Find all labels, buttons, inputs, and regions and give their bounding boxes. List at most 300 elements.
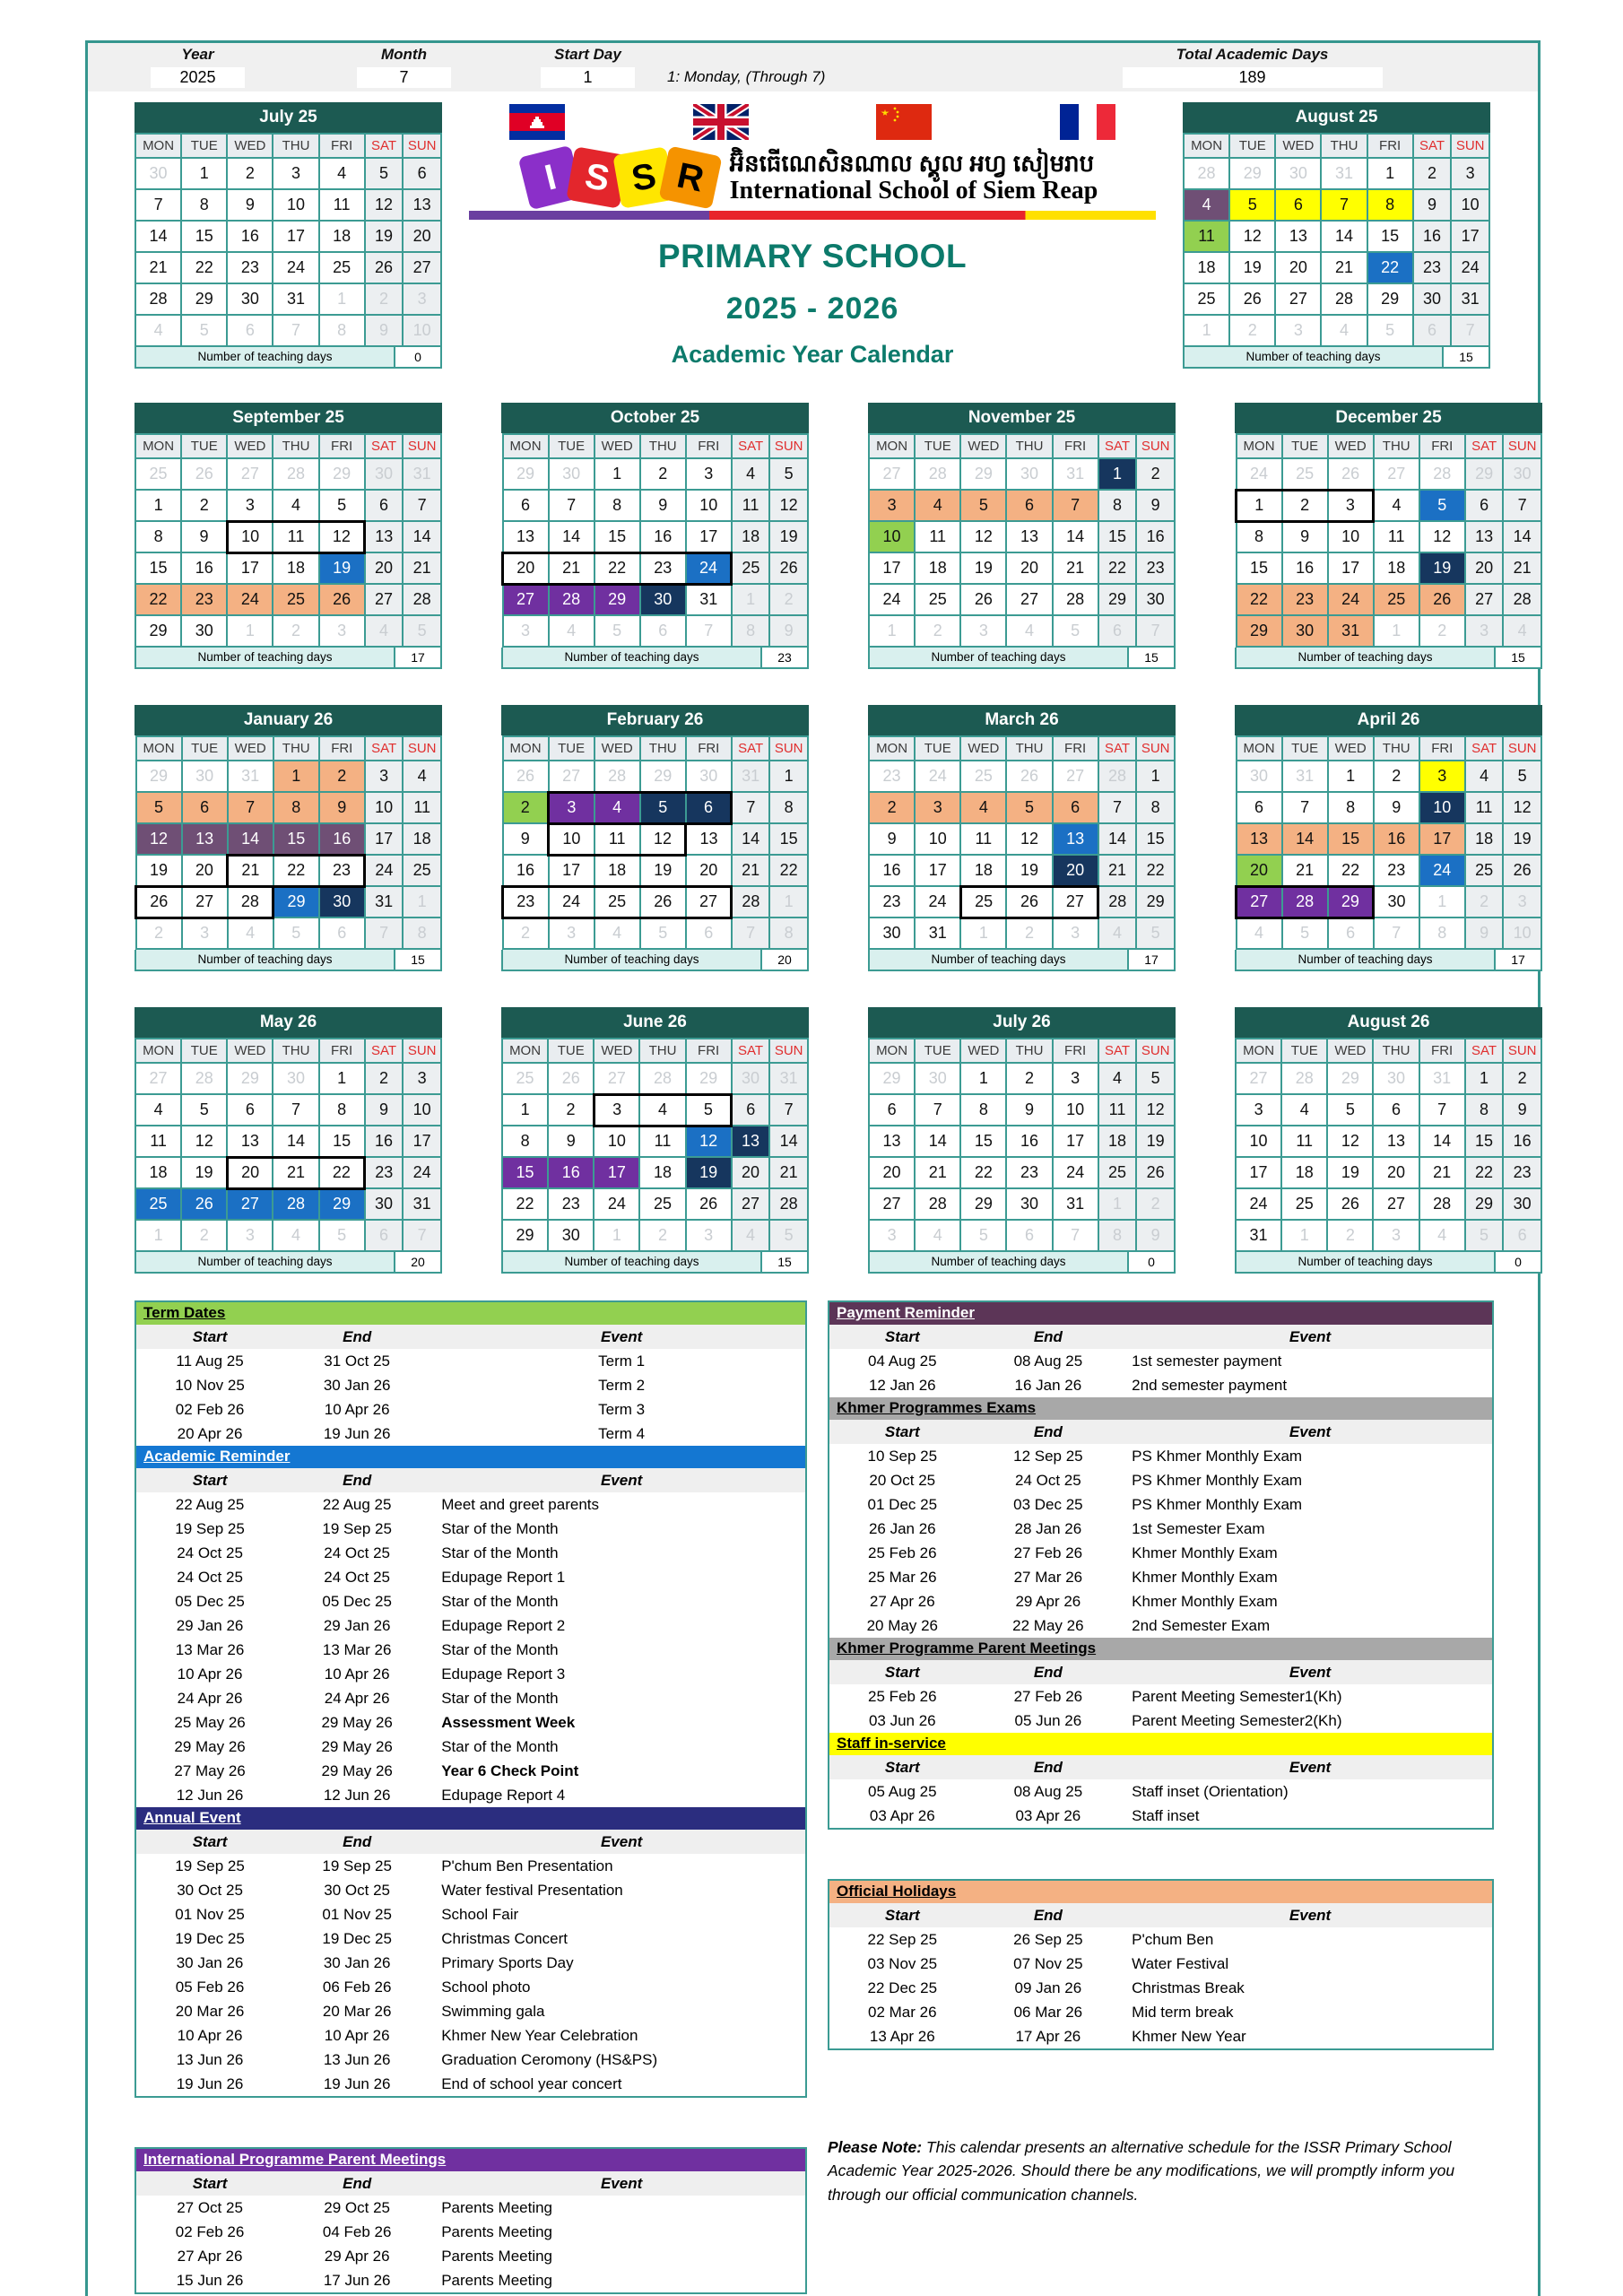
day-cell: 11 <box>960 823 1006 855</box>
event-table-term-dates <box>136 1325 805 1446</box>
day-cell: 5 <box>1229 189 1275 221</box>
day-cell: 13 <box>1006 521 1052 552</box>
day-cell: 24 <box>915 761 960 792</box>
day-cell: 27 <box>1465 584 1504 615</box>
day-cell: 12 <box>640 823 686 855</box>
day-cell: 31 <box>686 584 732 615</box>
day-cell: 30 <box>1006 458 1052 490</box>
day-cell: 3 <box>549 918 595 949</box>
day-cell: 9 <box>1465 918 1504 949</box>
day-cell: 23 <box>1282 584 1328 615</box>
day-cell: 28 <box>135 283 181 315</box>
day-cell: 30 <box>1136 584 1175 615</box>
event-date: 17 Apr 26 <box>1015 2027 1081 2045</box>
month-calendar-october-25 <box>501 403 809 669</box>
event-name: Term 1 <box>598 1352 646 1370</box>
day-cell: 30 <box>319 886 365 918</box>
primary-school-title: PRIMARY SCHOOL <box>657 237 968 274</box>
event-name: Parents Meeting <box>441 2222 553 2240</box>
week-row <box>869 855 1175 886</box>
day-cell: 24 <box>686 552 732 584</box>
week-row <box>135 315 441 346</box>
day-cell: 15 <box>1465 1126 1504 1157</box>
event-name: 2nd Semester Exam <box>1132 1616 1271 1634</box>
day-cell: 22 <box>1465 1157 1504 1188</box>
day-cell: 28 <box>1281 1063 1327 1094</box>
day-cell: 23 <box>1136 552 1175 584</box>
month-table <box>135 433 442 648</box>
day-cell: 20 <box>503 552 549 584</box>
day-cell: 22 <box>1098 552 1137 584</box>
week-row <box>869 1094 1175 1126</box>
day-cell: 21 <box>1053 552 1098 584</box>
month-calendar-december-25 <box>1235 403 1542 669</box>
day-cell: 8 <box>502 1126 548 1157</box>
day-cell: 30 <box>1503 1188 1541 1220</box>
month-calendar-august-25 <box>1183 102 1490 369</box>
section-header-annual-event <box>136 1807 805 1830</box>
day-cell: 23 <box>1006 1157 1052 1188</box>
day-cell: 1 <box>1465 1063 1504 1094</box>
day-cell: 2 <box>1374 761 1419 792</box>
weekday-header: WED <box>1327 1039 1373 1063</box>
event-date: 19 Sep 25 <box>322 1857 392 1874</box>
day-cell: 31 <box>1321 158 1367 189</box>
event-date: 05 Dec 25 <box>322 1592 392 1610</box>
day-cell: 15 <box>502 1157 548 1188</box>
weekday-header: SAT <box>732 736 770 761</box>
teaching-days-label: Number of teaching days <box>1237 1252 1494 1272</box>
teaching-days-footer <box>1235 950 1542 971</box>
day-cell: 8 <box>769 918 808 949</box>
day-cell: 14 <box>732 823 770 855</box>
day-cell: 1 <box>1098 1188 1137 1220</box>
day-cell: 24 <box>273 252 318 283</box>
day-cell: 7 <box>1098 792 1137 823</box>
weekday-header: THU <box>273 134 318 158</box>
day-cell: 22 <box>595 552 640 584</box>
event-date: 25 May 26 <box>174 1713 246 1731</box>
month-table <box>135 1038 442 1252</box>
day-cell: 6 <box>365 490 404 521</box>
day-cell: 26 <box>181 1188 227 1220</box>
school-name-english: International School of Siem Reap <box>729 176 1098 204</box>
event-row <box>136 1349 805 1373</box>
day-cell: 29 <box>1327 1063 1373 1094</box>
teaching-days-label: Number of teaching days <box>870 648 1127 667</box>
settings-bar <box>88 43 1538 91</box>
day-cell: 4 <box>403 761 441 792</box>
day-cell: 9 <box>365 315 404 346</box>
week-row <box>503 855 809 886</box>
week-row <box>503 458 809 490</box>
day-cell: 21 <box>732 855 770 886</box>
day-cell: 4 <box>915 1220 960 1251</box>
teaching-days-label: Number of teaching days <box>870 950 1127 970</box>
day-cell: 30 <box>1275 158 1321 189</box>
day-cell: 7 <box>732 918 770 949</box>
weekday-header-row <box>1236 1039 1541 1063</box>
month-title: February 26 <box>501 705 809 735</box>
day-cell: 27 <box>869 458 915 490</box>
day-cell: 8 <box>1328 792 1374 823</box>
weekday-header: THU <box>639 1039 685 1063</box>
day-cell: 13 <box>182 823 228 855</box>
day-cell: 25 <box>502 1063 548 1094</box>
week-row <box>503 584 809 615</box>
day-cell: 30 <box>1503 458 1541 490</box>
weekday-header: SUN <box>769 434 808 458</box>
month-table <box>501 735 809 950</box>
event-date: 10 Nov 25 <box>175 1376 245 1394</box>
day-cell: 16 <box>640 521 686 552</box>
day-cell: 15 <box>960 1126 1006 1157</box>
week-row <box>135 458 441 490</box>
day-cell: 29 <box>1465 458 1504 490</box>
event-date: 05 Dec 25 <box>175 1592 245 1610</box>
day-cell: 15 <box>1136 823 1175 855</box>
weekday-header: FRI <box>686 1039 732 1063</box>
column-header: Start <box>136 2171 283 2196</box>
day-cell: 1 <box>227 615 273 647</box>
teaching-days-label: Number of teaching days <box>503 1252 760 1272</box>
day-cell: 5 <box>1006 792 1052 823</box>
day-cell: 30 <box>365 458 404 490</box>
event-name: Term 2 <box>598 1376 646 1394</box>
event-date: 24 Oct 25 <box>324 1568 391 1586</box>
week-row <box>136 855 442 886</box>
day-cell: 30 <box>549 458 595 490</box>
teaching-days-value: 15 <box>1494 648 1541 667</box>
event-table-header-row <box>136 1325 805 1349</box>
week-row <box>502 1126 808 1157</box>
day-cell: 25 <box>1098 1157 1137 1188</box>
day-cell: 2 <box>1503 1063 1541 1094</box>
event-date: 20 Apr 26 <box>177 1424 243 1442</box>
teaching-days-footer <box>501 1252 809 1274</box>
event-name: Parents Meeting <box>441 2247 553 2265</box>
day-cell: 17 <box>686 521 732 552</box>
event-name: Parent Meeting Semester1(Kh) <box>1132 1687 1342 1705</box>
event-table-group <box>828 1300 1494 1830</box>
day-cell: 4 <box>273 1220 318 1251</box>
day-cell: 13 <box>1237 823 1282 855</box>
day-cell: 12 <box>1006 823 1052 855</box>
weekday-header: SUN <box>403 736 441 761</box>
event-name: Meet and greet parents <box>441 1495 599 1513</box>
day-cell: 8 <box>181 189 227 221</box>
day-cell: 7 <box>135 189 181 221</box>
day-cell: 31 <box>228 761 273 792</box>
weekday-header: FRI <box>1053 1039 1098 1063</box>
flags-row <box>469 104 1156 140</box>
column-header: End <box>976 1903 1122 1927</box>
day-cell: 5 <box>640 918 686 949</box>
week-row <box>869 918 1175 949</box>
day-cell: 9 <box>365 1094 404 1126</box>
day-cell: 6 <box>227 315 273 346</box>
event-date: 25 Feb 26 <box>868 1687 937 1705</box>
day-cell: 6 <box>319 918 365 949</box>
weekday-header: FRI <box>1053 736 1098 761</box>
day-cell: 8 <box>273 792 319 823</box>
day-cell: 28 <box>915 458 960 490</box>
day-cell: 3 <box>182 918 228 949</box>
day-cell: 2 <box>1413 158 1452 189</box>
day-cell: 13 <box>503 521 549 552</box>
event-date: 24 Oct 25 <box>177 1568 243 1586</box>
week-row <box>503 490 809 521</box>
event-date: 10 Apr 26 <box>324 1665 390 1683</box>
event-name: 1st Semester Exam <box>1132 1519 1265 1537</box>
weekday-header: THU <box>1373 1039 1419 1063</box>
day-cell: 7 <box>1419 1094 1465 1126</box>
china-flag-icon <box>876 104 932 140</box>
week-row <box>869 886 1175 918</box>
day-cell: 22 <box>1328 855 1374 886</box>
event-row <box>829 1492 1492 1517</box>
day-cell: 18 <box>1465 823 1504 855</box>
event-name: Swimming gala <box>441 2002 545 2020</box>
day-cell: 29 <box>1237 615 1282 647</box>
day-cell: 7 <box>1053 1220 1098 1251</box>
day-cell: 9 <box>1413 189 1452 221</box>
section-title: Academic Reminder <box>143 1448 291 1465</box>
day-cell: 28 <box>228 886 273 918</box>
day-cell: 3 <box>686 1220 732 1251</box>
event-date: 19 Jun 26 <box>323 2074 391 2092</box>
day-cell: 26 <box>686 1188 732 1220</box>
event-row <box>136 1999 805 2023</box>
day-cell: 2 <box>1229 315 1275 346</box>
month-table <box>135 735 442 950</box>
event-name: Edupage Report 3 <box>441 1665 566 1683</box>
day-cell: 5 <box>640 792 686 823</box>
weekday-header: WED <box>227 134 273 158</box>
event-date: 05 Aug 25 <box>868 1782 937 1800</box>
day-cell: 17 <box>1419 823 1465 855</box>
day-cell: 1 <box>502 1094 548 1126</box>
day-cell: 6 <box>182 792 228 823</box>
month-calendar-june-26 <box>501 1007 809 1274</box>
event-date: 24 Oct 25 <box>177 1544 243 1561</box>
start-day-field <box>514 46 662 88</box>
day-cell: 29 <box>502 1220 548 1251</box>
weekday-header: THU <box>1006 736 1052 761</box>
weekday-header: SAT <box>1465 1039 1504 1063</box>
weekday-header: TUE <box>549 434 595 458</box>
section-title: Staff in-service <box>837 1735 946 1752</box>
academic-year-range: 2025 - 2026 <box>725 291 899 326</box>
issr-logo-letter: S <box>566 147 629 210</box>
day-cell: 2 <box>227 158 273 189</box>
day-cell: 24 <box>1419 855 1465 886</box>
day-cell: 3 <box>686 458 732 490</box>
day-cell: 9 <box>1282 521 1328 552</box>
event-table-header-row <box>136 1830 805 1854</box>
day-cell: 11 <box>732 490 770 521</box>
day-cell: 19 <box>1136 1126 1175 1157</box>
day-cell: 1 <box>732 584 770 615</box>
day-cell: 7 <box>403 490 441 521</box>
day-cell: 29 <box>1136 886 1175 918</box>
day-cell: 14 <box>1503 521 1541 552</box>
week-row <box>1237 886 1542 918</box>
day-cell: 14 <box>228 823 273 855</box>
day-cell: 4 <box>228 918 273 949</box>
day-cell: 20 <box>1237 855 1282 886</box>
event-date: 27 Apr 26 <box>869 1592 935 1610</box>
event-date: 27 Mar 26 <box>1013 1568 1083 1586</box>
day-cell: 4 <box>595 792 640 823</box>
day-cell: 2 <box>1136 1188 1175 1220</box>
day-cell: 1 <box>273 761 319 792</box>
event-name: Parents Meeting <box>441 2198 553 2216</box>
total-days-field <box>976 46 1529 88</box>
event-row <box>136 2048 805 2072</box>
day-cell: 2 <box>915 615 960 647</box>
day-cell: 24 <box>869 584 915 615</box>
day-cell: 8 <box>135 521 181 552</box>
weekday-header: MON <box>1184 134 1229 158</box>
day-cell: 4 <box>915 490 960 521</box>
day-cell: 6 <box>1006 490 1052 521</box>
day-cell: 4 <box>1184 189 1229 221</box>
week-row <box>1237 615 1542 647</box>
week-row <box>1237 584 1542 615</box>
day-cell: 18 <box>1374 552 1419 584</box>
day-cell: 3 <box>1373 1220 1419 1251</box>
event-name: Parent Meeting Semester2(Kh) <box>1132 1711 1342 1729</box>
weekday-header: FRI <box>319 134 365 158</box>
day-cell: 4 <box>1419 1220 1465 1251</box>
event-date: 02 Feb 26 <box>175 2222 245 2240</box>
weekday-header: SAT <box>1465 736 1504 761</box>
event-date: 08 Aug 25 <box>1013 1352 1083 1370</box>
day-cell: 20 <box>182 855 228 886</box>
day-cell: 17 <box>1236 1157 1281 1188</box>
day-cell: 30 <box>732 1063 770 1094</box>
column-header: End <box>283 1468 430 1492</box>
day-cell: 28 <box>1503 584 1541 615</box>
day-cell: 11 <box>403 792 441 823</box>
week-row <box>869 1188 1175 1220</box>
weekday-header: SAT <box>1413 134 1452 158</box>
column-header: Start <box>829 1420 976 1444</box>
day-cell: 17 <box>1451 221 1489 252</box>
day-cell: 19 <box>1503 823 1541 855</box>
logo-underline-bar <box>469 211 1156 220</box>
day-cell: 8 <box>319 315 365 346</box>
week-row <box>1236 1188 1541 1220</box>
event-row <box>136 1759 805 1783</box>
day-cell: 28 <box>181 1063 227 1094</box>
weekday-header: WED <box>960 736 1006 761</box>
day-cell: 16 <box>1136 521 1175 552</box>
event-row <box>829 1709 1492 1733</box>
day-cell: 13 <box>403 189 441 221</box>
event-date: 19 Sep 25 <box>175 1857 245 1874</box>
day-cell: 15 <box>1098 521 1137 552</box>
day-cell: 2 <box>136 918 182 949</box>
event-date: 13 Jun 26 <box>176 2050 244 2068</box>
day-cell: 24 <box>1237 458 1282 490</box>
event-row <box>829 1927 1492 1952</box>
event-row <box>829 1976 1492 2000</box>
column-header: Start <box>136 1325 283 1349</box>
event-table-header-row <box>136 1468 805 1492</box>
event-date: 03 Nov 25 <box>867 1954 938 1972</box>
day-cell: 27 <box>686 886 732 918</box>
event-row <box>829 2024 1492 2048</box>
day-cell: 19 <box>365 221 404 252</box>
day-cell: 7 <box>273 315 318 346</box>
column-header: Start <box>136 1830 283 1854</box>
day-cell: 28 <box>1321 283 1367 315</box>
week-row <box>869 1220 1175 1251</box>
day-cell: 31 <box>1328 615 1374 647</box>
day-cell: 9 <box>1503 1094 1541 1126</box>
day-cell: 28 <box>1282 886 1328 918</box>
teaching-days-value: 15 <box>394 950 440 970</box>
day-cell: 9 <box>640 490 686 521</box>
day-cell: 8 <box>1367 189 1413 221</box>
event-row <box>136 1735 805 1759</box>
day-cell: 23 <box>548 1188 594 1220</box>
teaching-days-value: 20 <box>760 950 807 970</box>
day-cell: 4 <box>1006 615 1052 647</box>
day-cell: 6 <box>686 792 732 823</box>
month-calendar-july-26 <box>868 1007 1176 1274</box>
day-cell: 8 <box>1098 490 1137 521</box>
day-cell: 18 <box>639 1157 685 1188</box>
month-title: January 26 <box>135 705 442 735</box>
day-cell: 30 <box>1374 886 1419 918</box>
event-date: 29 Oct 25 <box>324 2198 391 2216</box>
event-table-annual-event <box>136 1830 805 2096</box>
teaching-days-footer <box>501 648 809 669</box>
day-cell: 3 <box>1503 886 1541 918</box>
weekday-header: TUE <box>915 434 960 458</box>
week-row <box>869 490 1175 521</box>
teaching-days-footer <box>868 950 1176 971</box>
day-cell: 3 <box>594 1094 639 1126</box>
day-cell: 4 <box>960 792 1006 823</box>
day-cell: 6 <box>1237 792 1282 823</box>
day-cell: 31 <box>769 1063 808 1094</box>
event-name: Khmer Monthly Exam <box>1132 1544 1278 1561</box>
week-row <box>503 918 809 949</box>
day-cell: 2 <box>1465 886 1504 918</box>
weekday-header-row <box>869 434 1175 458</box>
day-cell: 11 <box>273 521 318 552</box>
week-row <box>869 1157 1175 1188</box>
event-date: 27 May 26 <box>174 1761 246 1779</box>
month-title: June 26 <box>501 1007 809 1038</box>
week-row <box>135 552 441 584</box>
event-row <box>829 1565 1492 1589</box>
section-title: Annual Event <box>143 1809 241 1826</box>
weekday-header: WED <box>227 434 273 458</box>
day-cell: 9 <box>503 823 549 855</box>
day-cell: 25 <box>915 584 960 615</box>
week-row <box>136 918 442 949</box>
weekday-header: WED <box>227 1039 273 1063</box>
weekday-header: WED <box>1275 134 1321 158</box>
day-cell: 10 <box>1053 1094 1098 1126</box>
event-date: 10 Sep 25 <box>867 1447 938 1465</box>
teaching-days-value: 17 <box>1494 950 1541 970</box>
